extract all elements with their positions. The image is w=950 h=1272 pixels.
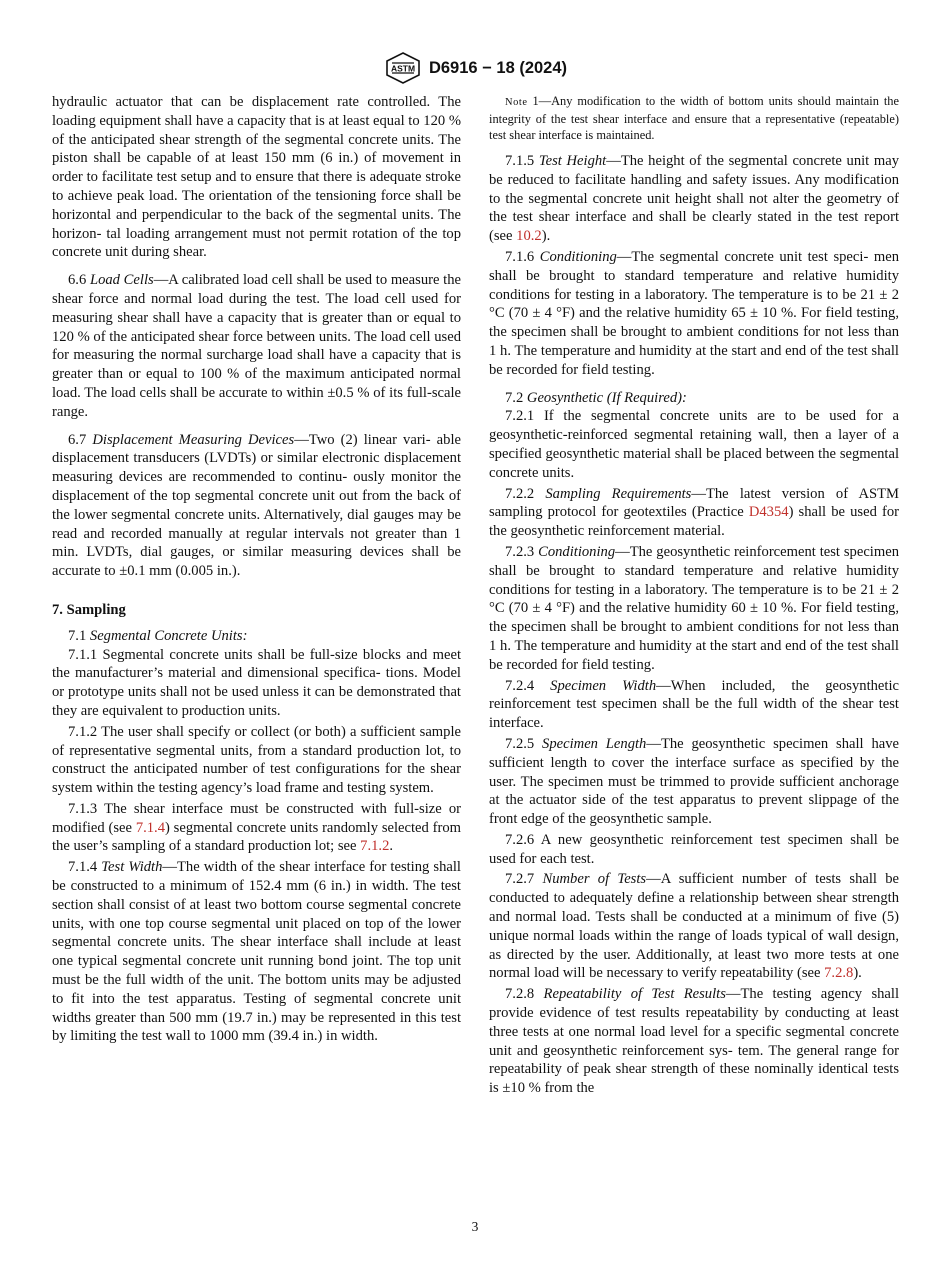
paragraph-title: Number of Tests — [542, 871, 647, 888]
paragraph-7-2-2: 7.2.2 Sampling Requirements—The latest version of ASTM sampling protocol for geotextiles (Practice D4354) shall be used for the geosynthetic reinforcement material. — [489, 485, 899, 540]
paragraph-title: Displacement Measuring Devices — [92, 431, 295, 448]
paragraph-title: Geosynthetic (If Required): — [526, 389, 687, 406]
cross-reference-link[interactable]: 10.2 — [516, 228, 542, 245]
left-column — [52, 93, 461, 1046]
page-number: 3 — [471, 1219, 479, 1234]
paragraph-title: Conditioning — [538, 543, 616, 560]
paragraph-continuation: hydraulic actuator that can be displacement rate controlled. The loading equipment shall have a capacity that is at least equal to 120 % of the anticipated shear strength of the segmental concrete units. The piston shall be capable of at least 150 mm (6 in.) of movement in order to facilitate test setup and to ensure that there is adequate stroke to achieve peak load. The orientation of the tensioning force shall be horizontal and perpendicular to the back of the segmental units. The horizon- tal loading arrangement must not permit rotation of the top concrete unit during shear. — [52, 94, 461, 261]
paragraph-title: Test Height — [538, 153, 607, 169]
paragraph-7-1-3: 7.1.3 The shear interface must be constructed with full-size or modified (see 7.1.4) segmental concrete units randomly selected from the user’s sampling of a standard production lot; see 7.1.2. — [52, 800, 461, 855]
cross-reference-link[interactable]: 7.1.2 — [360, 838, 390, 855]
cross-reference-link[interactable]: D4354 — [748, 504, 789, 521]
section-heading-sampling: 7. Sampling — [52, 601, 126, 618]
paragraph-7-2-4: 7.2.4 Specimen Width—When included, the geosynthetic reinforcement test specimen shall be the full width of the shear test interface. — [489, 677, 899, 732]
paragraph-7-2-8: 7.2.8 Repeatability of Test Results—The testing agency shall provide evidence of test results repeatability by conducting at least three tests at one normal load level for a specific segmental concrete unit and geosynthetic reinforcement sys- tem. The general range for repeatability of peak shear strength of these nominally identical tests is ±10 % from the — [489, 986, 900, 1097]
paragraph-title: Specimen Width — [550, 677, 657, 694]
note-1: Note 1—Any modification to the width of bottom units should maintain the integrity of the test shear interface and ensure that a representative (repeatable) test shear interface is maintained. — [489, 94, 899, 142]
paragraph-7-1-4: 7.1.4 Test Width—The width of the shear interface for testing shall be constructed to a minimum of 152.4 mm (6 in.) in width. The test section shall consist of at least two bottom course segmental concrete units, with one top course segmental unit placed on top of the lower segmental concrete units. The shear interface shall include at least one typical segmental concrete unit running bond joint. The top unit must be the full width of the unit. The bottom units may be adjusted to fit into the test apparatus. Testing of segmental concrete unit widths greater than 500 mm (19.7 in.) may be represented in this test by limiting the test wall to 1000 mm (39.4 in.) in width. — [52, 859, 461, 1045]
logo-text: ASTM — [390, 63, 416, 74]
paragraph-7-1-5: 7.1.5 Test Height—The height of the segmental concrete unit may be reduced to facilitate handling and safety issues. Any modification to the segmental concrete unit height shall not alter the geometry of the test shear interface and shall be clearly stated in the test report (see 10.2). — [489, 153, 900, 245]
paragraph-7-2: 7.2 Geosynthetic (If Required): — [505, 389, 687, 406]
document-id: D6916 − 18 (2024) — [428, 58, 568, 77]
paragraph-7-1-6: 7.1.6 Conditioning—The segmental concrete unit test speci- men shall be brought to standard temperature and relative humidity conditions for testing in a laboratory. The temperature is to be 21 ± 2 °C (70 ± 4 °F) and the relative humidity 65 ± 10 %. For field testing, the specimen shall be brought to ambient conditions for not less than 1 h. The temperature and humidity at the start and end of the test shall be recorded for field testing. — [489, 248, 899, 378]
paragraph-7-2-6: 7.2.6 A new geosynthetic reinforcement test specimen shall be used for each test. — [489, 831, 900, 867]
paragraph-6-6: 6.6 Load Cells—A calibrated load cell shall be used to measure the shear force and normal load during the test. The load cell used for measuring shear shall have a capacity that is greater than or equal to 120 % of the anticipated shear force between units. The load cell used for measuring the normal surcharge load shall have a capacity that is greater than or equal to 100 % of the maximum anticipated normal load. The load cells shall be accurate to within ±0.5 % of its full-scale range. — [52, 272, 461, 420]
paragraph-7-1-1: 7.1.1 Segmental concrete units shall be full-size blocks and meet the manufacturer’s material and dimensional specifica- tions. Model or prototype units shall not be used unless it can be demonstrated that they are equivalent to production units. — [52, 646, 461, 719]
note-label: Note — [505, 97, 528, 108]
cross-reference-link[interactable]: 7.2.8 — [824, 965, 854, 982]
paragraph-7-2-3: 7.2.3 Conditioning—The geosynthetic reinforcement test specimen shall be brought to standard temperature and relative humidity conditions for testing in a laboratory. The temperature is to be 21 ± 2 °C (70 ± 4 °F) and the relative humidity 60 ± 10 %. For field testing, the specimen shall be brought to ambient conditions for not less than 1 h. The temperature and humidity at the start and end of the test shall be recorded for field testing. — [489, 543, 899, 673]
right-column — [489, 93, 899, 1098]
paragraph-7-2-5: 7.2.5 Specimen Length—The geosynthetic specimen shall have sufficient length to cover the interface surface as specified by the user. The specimen must be trimmed to provide sufficient anchorage at the actuator side of the test apparatus to prevent slippage of the front edge of the geosynthetic sample. — [489, 735, 900, 828]
paragraph-7-1: 7.1 Segmental Concrete Units: — [68, 627, 248, 644]
cross-reference-link[interactable]: 7.1.4 — [135, 819, 165, 836]
paragraph-7-2-7: 7.2.7 Number of Tests—A sufficient number of tests shall be conducted to adequately define a relationship between shear strength and normal load. Tests shall be conducted at a minimum of five (5) unique normal loads within the range of loads typical of wall design, as directed by the user. Additionally, at least two more tests at one normal load will be necessary to verify repeatability (see 7.2.8). — [489, 871, 900, 982]
paragraph-6-7: 6.7 Displacement Measuring Devices—Two (2) linear vari- able displacement transducers (LVDTs) or similar electronic displacement measuring devices are recommended to continu- ously monitor the displacement of the top segmental concrete unit out from the back of the lower segmental concrete units. Alternatively, dial gauges may be read and recorded manually at regular intervals not greater than 1 min. LVDTs, dial gauges, or similar measuring devices shall be accurate to ±0.1 mm (0.005 in.). — [52, 431, 461, 580]
paragraph-title: Test Width — [101, 859, 163, 876]
paragraph-title: Conditioning — [539, 248, 617, 265]
page-header — [0, 52, 950, 84]
paragraph-title: Segmental Concrete Units: — [89, 627, 248, 644]
paragraph-title: Specimen Length — [542, 735, 647, 752]
astm-logo-icon — [383, 52, 423, 84]
paragraph-title: Sampling Requirements — [545, 485, 692, 502]
paragraph-title: Repeatability of Test Results — [543, 986, 726, 1003]
paragraph-title: Load Cells — [89, 272, 154, 289]
paragraph-7-2-1: 7.2.1 If the segmental concrete units are to be used for a geosynthetic-reinforced segmental retaining wall, then a layer of a specified geosynthetic material shall be placed between the segmental concrete units. — [489, 408, 900, 481]
paragraph-7-1-2: 7.1.2 The user shall specify or collect (or both) a sufficient sample of representative segmental units, from a standard production lot, to construct the anticipated number of test configurations for the shear system within the testing agency’s load frame and testing system. — [52, 723, 461, 797]
